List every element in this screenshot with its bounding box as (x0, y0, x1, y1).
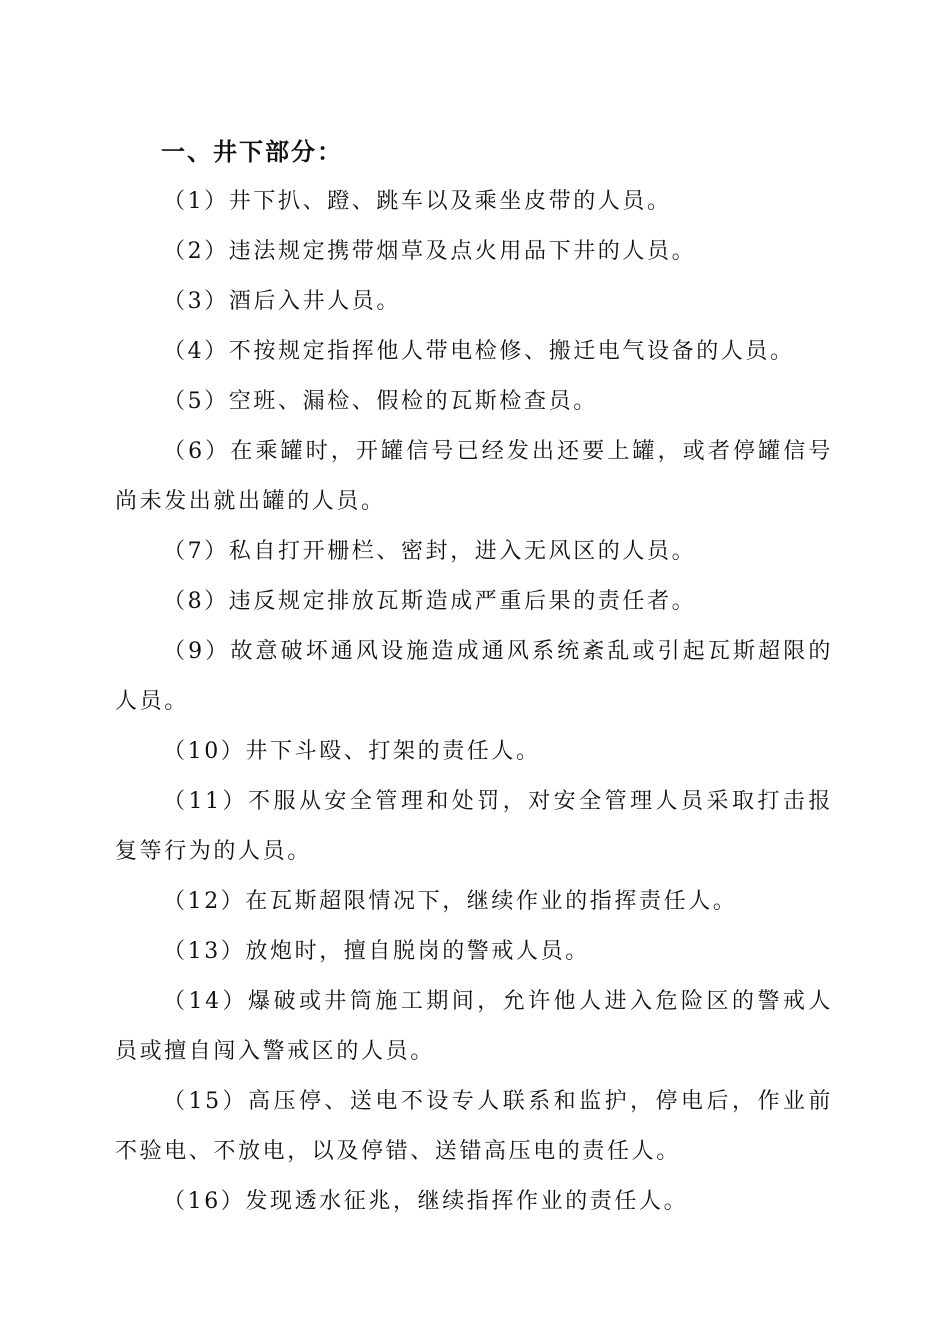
list-item: （2）违法规定携带烟草及点火用品下井的人员。 (163, 239, 697, 264)
list-item: （10）井下斗殴、打架的责任人。 (163, 739, 541, 764)
list-item: （5）空班、漏检、假检的瓦斯检查员。 (163, 389, 598, 414)
list-item: （9）故意破坏通风设施造成通风系统紊乱或引起瓦斯超限的人员。 (115, 639, 833, 714)
list-item: （16）发现透水征兆，继续指挥作业的责任人。 (163, 1189, 689, 1214)
list-item: （14）爆破或井筒施工期间，允许他人进入危险区的警戒人员或擅自闯入警戒区的人员。 (115, 989, 833, 1064)
list-item: （11）不服从安全管理和处罚，对安全管理人员采取打击报复等行为的人员。 (115, 789, 833, 864)
section-heading: 一、井下部分： (161, 138, 343, 166)
list-item: （3）酒后入井人员。 (163, 289, 401, 314)
list-item: （7）私自打开栅栏、密封，进入无风区的人员。 (163, 539, 697, 564)
list-item: （8）违反规定排放瓦斯造成严重后果的责任者。 (163, 589, 697, 614)
list-item: （13）放炮时，擅自脱岗的警戒人员。 (163, 939, 590, 964)
list-item: （12）在瓦斯超限情况下，继续作业的指挥责任人。 (163, 889, 738, 914)
list-item: （1）井下扒、蹬、跳车以及乘坐皮带的人员。 (163, 189, 672, 214)
list-item: （15）高压停、送电不设专人联系和监护，停电后，作业前不验电、不放电，以及停错、送错高压电的责任人。 (115, 1089, 833, 1164)
list-item: （6）在乘罐时，开罐信号已经发出还要上罐，或者停罐信号尚未发出就出罐的人员。 (115, 439, 833, 514)
document-body (115, 127, 833, 1227)
list-item: （4）不按规定指挥他人带电检修、搬迁电气设备的人员。 (163, 339, 795, 364)
